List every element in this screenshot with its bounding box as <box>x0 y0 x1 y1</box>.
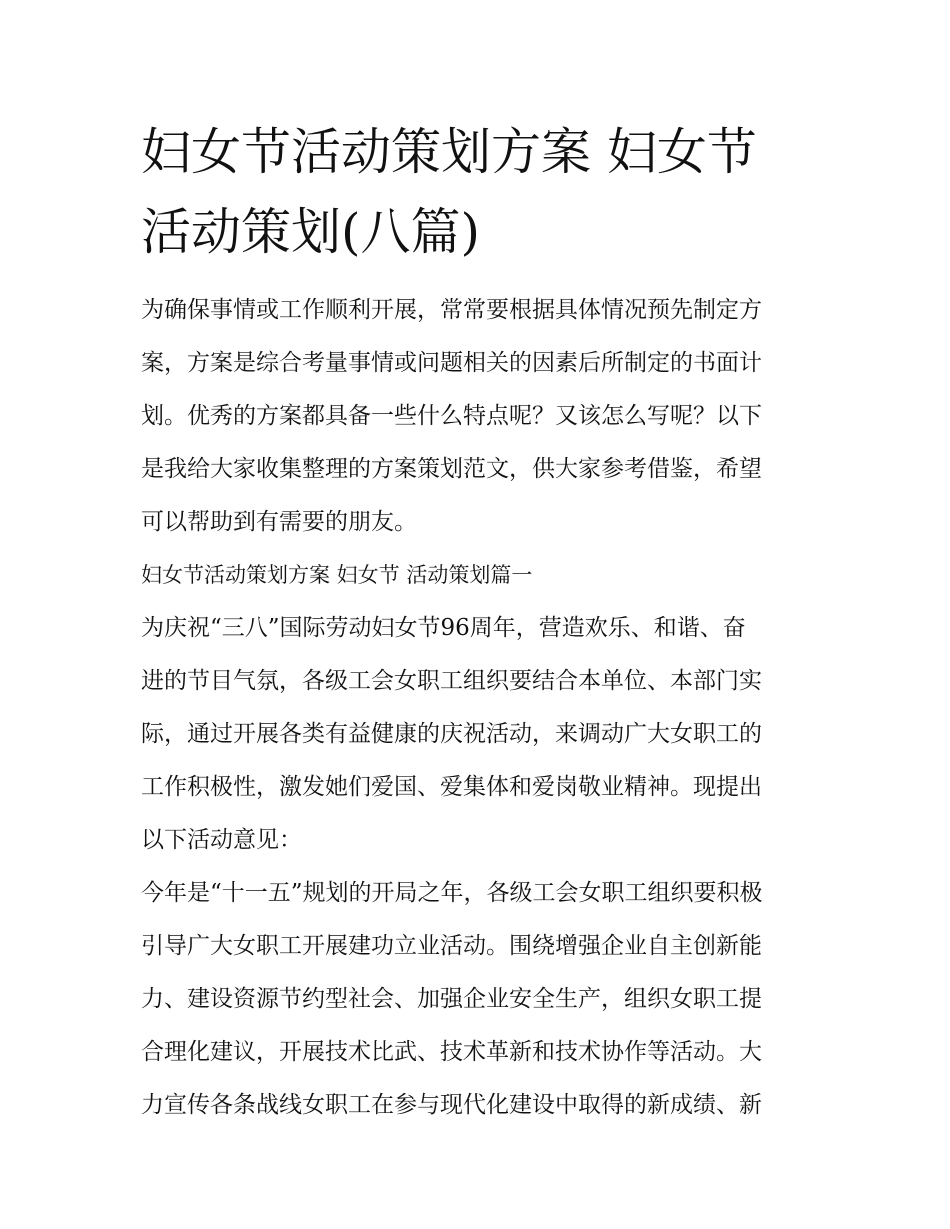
intro-paragraph-line: 是我给大家收集整理的方案策划范文，供大家参考借鉴，希望 <box>141 456 762 482</box>
paragraph-line: 进的节目气氛，各级工会女职工组织要结合本单位、本部门实 <box>141 668 762 694</box>
paragraph-line: 力、建设资源节约型社会、加强企业安全生产，组织女职工提 <box>141 986 762 1012</box>
title-line: 妇女节活动策划方案 妇女节 <box>141 123 757 181</box>
document-body <box>141 293 813 1122</box>
intro-paragraph-line: 划。优秀的方案都具备一些什么特点呢？又该怎么写呢？以下 <box>141 403 762 429</box>
paragraph-line: 以下活动意见： <box>141 827 302 853</box>
intro-paragraph-line: 案，方案是综合考量事情或问题相关的因素后所制定的书面计 <box>141 350 762 376</box>
document-title <box>141 112 813 272</box>
paragraph-line: 今年是“十一五”规划的开局之年，各级工会女职工组织要积极 <box>141 880 763 906</box>
paragraph-line: 引导广大女职工开展建功立业活动。围绕增强企业自主创新能 <box>141 933 762 959</box>
paragraph-line: 为庆祝“三八”国际劳动妇女节96周年，营造欢乐、和谐、奋 <box>141 615 746 641</box>
intro-paragraph-line: 可以帮助到有需要的朋友。 <box>141 509 417 535</box>
title-line: 活动策划(八篇) <box>141 203 481 261</box>
intro-paragraph-line: 为确保事情或工作顺利开展，常常要根据具体情况预先制定方 <box>141 297 762 323</box>
paragraph-line: 工作积极性，激发她们爱国、爱集体和爱岗敬业精神。现提出 <box>141 774 762 800</box>
paragraph-line: 合理化建议，开展技术比武、技术革新和技术协作等活动。大 <box>141 1039 762 1065</box>
paragraph-line: 际，通过开展各类有益健康的庆祝活动，来调动广大女职工的 <box>141 721 762 747</box>
paragraph-line: 力宣传各条战线女职工在参与现代化建设中取得的新成绩、新 <box>141 1092 762 1118</box>
document-page <box>141 112 813 1141</box>
section-heading: 妇女节活动策划方案 妇女节 活动策划篇一 <box>141 563 533 587</box>
